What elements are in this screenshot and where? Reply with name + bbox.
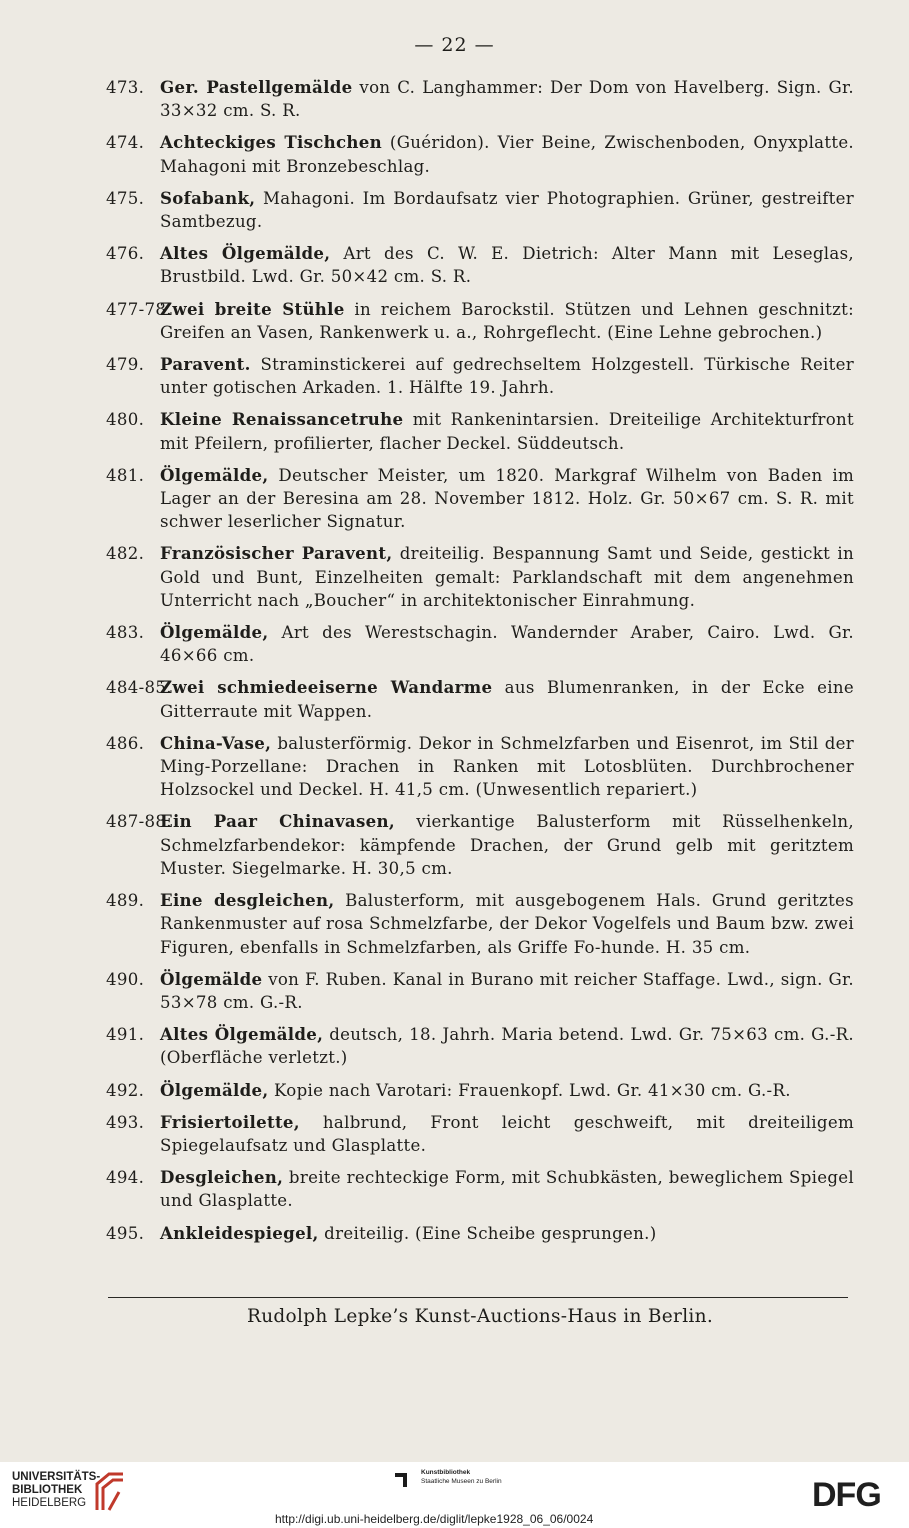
lot-title: Ölgemälde, [160, 464, 269, 485]
lot-description: Kopie nach Varotari: Frauenkopf. Lwd. Gr. 41×30 cm. G.-R. [268, 1080, 791, 1100]
lot-title: Altes Ölgemälde, [160, 243, 331, 264]
kb-line: Kunstbibliothek [421, 1469, 471, 1476]
lot-title: Zwei schmiedeeiserne Wandarme [160, 677, 493, 698]
ub-logo-line: UNIVERSITÄTS- [12, 1471, 101, 1483]
catalogue-entry [106, 242, 854, 288]
lot-title: Ein Paar Chinavasen, [160, 811, 395, 832]
catalogue-entry [106, 1023, 854, 1069]
lot-description: Balusterform, mit ausgebogenem Hals. Grund geritztes Rankenmuster auf rosa Schmelzfarbe, der Dekor Vogelfels und Baum bzw. zwei Figuren, ebenfalls in Schmelzfarben, als Griffe Fo-hunde. H. 35 cm. [160, 891, 854, 957]
lot-number: 490. [106, 969, 145, 989]
permalink-url[interactable]: http://digi.ub.uni-heidelberg.de/diglit/lepke1928_06_06/0024 [275, 1512, 594, 1526]
lot-number: 482. [106, 544, 145, 564]
catalogue-entry [106, 621, 854, 667]
catalogue-entry [106, 1111, 854, 1157]
catalogue-entry [106, 408, 854, 454]
lot-description: von F. Ruben. Kanal in Burano mit reicher Staffage. Lwd., sign. Gr. 53×78 cm. G.-R. [160, 969, 854, 1012]
lot-description: balusterförmig. Dekor in Schmelzfarben und Eisenrot, im Stil der Ming-Porzellane: Drachen in Ranken mit Lotosblüten. Durchbrochener Holzsockel und Deckel. H. 41,5 cm. (Unwesentlich repariert.) [160, 733, 854, 800]
catalogue-entry [106, 1222, 854, 1245]
catalogue-entry [106, 353, 854, 399]
footer-rule [108, 1297, 848, 1298]
lot-number: 474. [106, 133, 145, 153]
lot-title: China-Vase, [160, 732, 272, 753]
catalogue-entry [106, 298, 854, 344]
lot-description: breite rechteckige Form, mit Schubkästen, beweglichem Spiegel und Glasplatte. [160, 1168, 854, 1211]
lot-description: vierkantige Balusterform mit Rüsselhenkeln, Schmelzfarbendekor: kämpfende Drachen, der Grund gelb mit geritztem Muster. Siegelmarke. H. 30,5 cm. [160, 812, 854, 878]
catalogue-entry [106, 1079, 854, 1102]
lot-number: 492. [106, 1080, 145, 1100]
lot-title: Französischer Paravent, [160, 543, 393, 564]
lot-description: Straminstickerei auf gedrechseltem Holzgestell. Türkische Reiter unter gotischen Arkaden. 1. Hälfte 19. Jahrh. [160, 355, 854, 398]
lot-number: 495. [106, 1223, 145, 1243]
lot-title: Ölgemälde, [160, 1079, 269, 1100]
lot-description: Deutscher Meister, um 1820. Markgraf Wilhelm von Baden im Lager an der Beresina am 28. November 1812. Holz. Gr. 50×67 cm. S. R. mit schwer leserlicher Signatur. [160, 465, 854, 532]
catalogue-entry [106, 968, 854, 1014]
lot-title: Desgleichen, [160, 1167, 284, 1188]
lot-number: 476. [106, 244, 145, 264]
lot-number: 475. [106, 188, 145, 208]
lot-description: (Guéridon). Vier Beine, Zwischenboden, Onyxplatte. Mahagoni mit Bronzebeschlag. [160, 133, 855, 176]
lot-number: 484-85. [106, 678, 172, 698]
lot-number: 480. [106, 410, 145, 430]
catalogue-entry [106, 1166, 854, 1212]
catalogue-entry [106, 542, 854, 612]
catalogue-entry [106, 732, 854, 802]
lot-title: Ölgemälde, [160, 622, 269, 643]
catalogue-entry [106, 76, 854, 122]
catalogue-entry [106, 187, 854, 233]
catalogue-entry [106, 810, 854, 880]
lot-description: mit Rankenintarsien. Dreiteilige Architekturfront mit Pfeilern, profilierter, flacher Deckel. Süddeutsch. [160, 410, 855, 453]
lot-description: Art des C. W. E. Dietrich: Alter Mann mit Leseglas, Brustbild. Lwd. Gr. 50×42 cm. S. R. [160, 244, 854, 287]
publisher-line: Rudolph Lepke’s Kunst-Auctions-Haus in Berlin. [246, 1306, 714, 1327]
lot-description: Mahagoni. Im Bordaufsatz vier Photographien. Grüner, gestreifter Samtbezug. [160, 188, 854, 232]
digitization-footer [0, 1462, 909, 1528]
lot-title: Altes Ölgemälde, [160, 1024, 324, 1045]
lot-description: Art des Werestschagin. Wandernder Araber, Cairo. Lwd. Gr. 46×66 cm. [160, 623, 854, 666]
lot-description: dreiteilig. (Eine Scheibe gesprungen.) [318, 1223, 657, 1243]
lot-number: 477-78. [106, 299, 172, 319]
lot-number: 481. [106, 465, 145, 485]
catalogue-entries [106, 76, 854, 1254]
lot-title: Ger. Pastellgemälde [160, 77, 353, 97]
catalogue-entry [106, 464, 854, 534]
lot-number: 473. [106, 78, 145, 97]
lot-title: Paravent. [160, 354, 251, 375]
lot-description: in reichem Barockstil. Stützen und Lehnen geschnitzt: Greifen an Vasen, Rankenwerk u. a., Rohrgeflecht. (Eine Lehne gebrochen.) [160, 299, 854, 342]
lot-description: deutsch, 18. Jahrh. Maria betend. Lwd. Gr. 75×63 cm. G.-R. (Oberfläche verletzt.) [160, 1025, 854, 1068]
lot-number: 493. [106, 1112, 145, 1132]
lot-title: Zwei breite Stühle [160, 298, 345, 319]
catalogue-entry [106, 889, 854, 959]
lot-title: Ankleidespiegel, [160, 1222, 319, 1243]
catalogue-entry [106, 131, 854, 177]
ub-logo-line: BIBLIOTHEK [12, 1484, 83, 1496]
lot-title: Frisiertoilette, [160, 1111, 300, 1132]
ub-logo-line: HEIDELBERG [12, 1497, 87, 1509]
lot-number: 487-88. [106, 812, 172, 832]
university-library-logo[interactable] [12, 1471, 100, 1510]
lot-description: dreiteilig. Bespannung Samt und Seide, gestickt in Gold und Bunt, Einzelheiten gemalt: Parklandschaft mit dem angenehmen Unterricht nach „Boucher“ in architektonischer Einrahmung. [160, 544, 855, 610]
kb-line: Staatliche Museen zu Berlin [421, 1478, 502, 1485]
dfg-logo[interactable]: DFG [812, 1476, 881, 1514]
lot-description: von C. Langhammer: Der Dom von Havelberg. Sign. Gr. 33×32 cm. S. R. [160, 78, 854, 121]
lot-number: 491. [106, 1025, 145, 1045]
page-number: — 22 — [414, 34, 495, 56]
kunstbibliothek-label[interactable] [421, 1468, 502, 1486]
lot-title: Achteckiges Tischchen [160, 132, 383, 153]
lot-description: halbrund, Front leicht geschweift, mit dreiteiligem Spiegelaufsatz und Glasplatte. [160, 1112, 854, 1155]
catalogue-entry [106, 676, 854, 722]
lot-description: aus Blumenranken, in der Ecke eine Gitterraute mit Wappen. [160, 678, 854, 721]
lot-number: 483. [106, 623, 145, 643]
lot-number: 494. [106, 1168, 145, 1188]
lot-title: Kleine Renaissancetruhe [160, 409, 404, 430]
lot-title: Ölgemälde [160, 968, 263, 989]
university-library-emblem-icon [93, 1470, 127, 1514]
lot-number: 486. [106, 733, 145, 753]
lot-number: 489. [106, 891, 145, 911]
lot-number: 479. [106, 355, 145, 375]
lot-title: Sofabank, [160, 187, 256, 208]
kunstbibliothek-logo-icon [393, 1469, 415, 1491]
lot-title: Eine desgleichen, [160, 890, 335, 911]
